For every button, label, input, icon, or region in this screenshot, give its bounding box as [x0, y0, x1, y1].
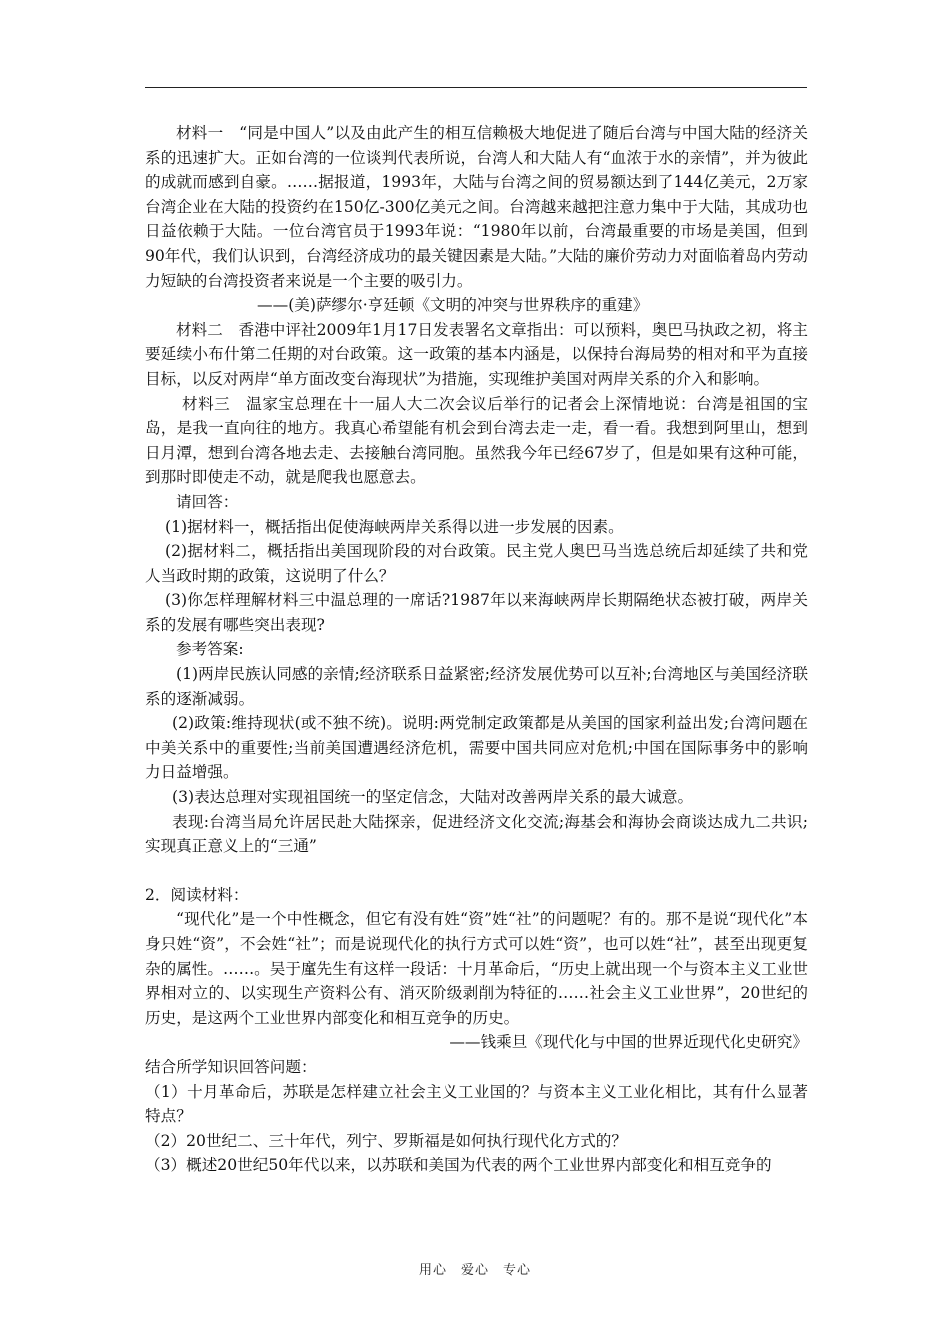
question-two-material: “现代化”是一个中性概念，但它有没有姓“资”姓“社”的问题呢？有的。那不是说“现代化”本身只姓“资”，不会姓“社”；而是说现代化的执行方式可以姓“资”，也可以姓“社”，甚至出现更复杂的属性。……。吴于廑先生有这样一段话：十月革命后，“历史上就出现一个与资本主义工业世界相对立的、以实现生产资料公有、消灭阶级剥削为特征的……社会主义工业世界”，20世纪的历史，是这两个工业世界内部变化和相互竞争的历史。 — [145, 910, 808, 1027]
material-one-source: ——(美)萨缪尔·亨廷顿《文明的冲突与世界秩序的重建》 — [257, 296, 649, 315]
question-two-prompt: 结合所学知识回答问题： — [145, 1057, 317, 1076]
header-rule — [145, 87, 807, 88]
question-2: (2)据材料二，概括指出美国现阶段的对台政策。民主党人奥巴马当选总统后却延续了共和党人当政时期的政策，这说明了什么？ — [145, 542, 808, 585]
question-1: (1)据材料一，概括指出促使海峡两岸关系得以进一步发展的因素。 — [165, 517, 624, 536]
section-gap — [145, 859, 808, 883]
question-two-q2: （2）20世纪二、三十年代，列宁、罗斯福是如何执行现代化方式的？ — [145, 1131, 627, 1150]
answer-2: (2)政策:维持现状(或不独不统)。说明:两党制定政策都是从美国的国家利益出发;台湾问题在中美关系中的重要性;当前美国遭遇经济危机，需要中国共同应对危机;中国在国际事务中的影响力日益增强。 — [145, 714, 808, 782]
answer-3-detail: 表现:台湾当局允许居民赴大陆探亲，促进经济文化交流;海基会和海协会商谈达成九二共识;实现真正意义上的“三通” — [145, 812, 808, 856]
material-two-text: 材料二 香港中评社2009年1月17日发表署名文章指出：可以预料，奥巴马执政之初，将主要延续小布什第二任期的对台政策。这一政策的基本内涵是，以保持台海局势的相对和平为直接目标，以反对两岸“单方面改变台海现状”为措施，实现维护美国对两岸关系的介入和影响。 — [145, 320, 808, 388]
material-one-text: 材料一 “同是中国人”以及由此产生的相互信赖极大地促进了随后台湾与中国大陆的经济关系的迅速扩大。正如台湾的一位谈判代表所说，台湾人和大陆人有“血浓于水的亲情”，并为彼此的成就而感到自豪。……据报道，1993年，大陆与台湾之间的贸易额达到了144亿美元，2万家台湾企业在大陆的投资约在150亿-300亿美元之间。台湾越来越把注意力集中于大陆，其成功也日益依赖于大陆。一位台湾官员于1993年说：“1980年以前，台湾最重要的市场是美国，但到90年代，我们认识到，台湾经济成功的最关键因素是大陆。”大陆的廉价劳动力对面临着岛内劳动力短缺的台湾投资者来说是一个主要的吸引力。 — [145, 124, 808, 290]
answer-3: (3)表达总理对实现祖国统一的坚定信念，大陆对改善两岸关系的最大诚意。 — [172, 788, 694, 807]
document-body — [145, 121, 808, 1178]
material-three-text: 材料三 温家宝总理在十一届人大二次会议后举行的记者会上深情地说：台湾是祖国的宝岛，是我一直向往的地方。我真心希望能有机会到台湾去走一走，看一看。我想到阿里山，想到日月潭，想到台湾各地去走、去接触台湾同胞。虽然我今年已经67岁了，但是如果有这种可能，到那时即使走不动，就是爬我也愿意去。 — [145, 394, 808, 487]
question-3: (3)你怎样理解材料三中温总理的一席话?1987年以来海峡两岸长期隔绝状态被打破，两岸关系的发展有哪些突出表现? — [145, 591, 808, 634]
questions-prompt: 请回答： — [176, 492, 239, 511]
question-two-source: ——钱乘旦《现代化与中国的世界近现代化史研究》 — [449, 1033, 808, 1052]
page-footer: 用心 爱心 专心 — [418, 1263, 531, 1278]
question-two-heading: 2．阅读材料： — [145, 885, 249, 904]
question-two-q1: （1）十月革命后，苏联是怎样建立社会主义工业国的？与资本主义工业化相比，其有什么显著特点？ — [145, 1082, 808, 1126]
question-two-q3: （3）概述20世纪50年代以来，以苏联和美国为代表的两个工业世界内部变化和相互竞争的 — [145, 1156, 772, 1175]
answer-1: (1)两岸民族认同感的亲情;经济联系日益紧密;经济发展优势可以互补;台湾地区与美国经济联系的逐渐减弱。 — [145, 665, 808, 708]
answers-heading: 参考答案: — [176, 640, 244, 659]
